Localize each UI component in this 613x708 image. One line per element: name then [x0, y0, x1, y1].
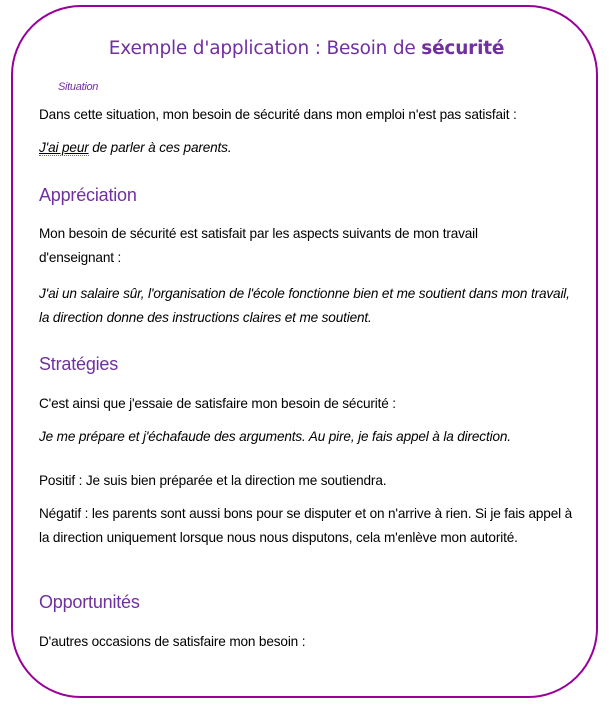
situation-example-underlined: J'ai peur	[39, 140, 89, 155]
opportunities-heading: Opportunités	[39, 592, 140, 612]
appreciation-heading: Appréciation	[39, 185, 137, 205]
situation-intro: Dans cette situation, mon besoin de sécurité dans mon emploi n'est pas satisfait :	[39, 107, 517, 122]
appreciation-intro: Mon besoin de sécurité est satisfait par les aspects suivants de mon travail d'enseignant :	[39, 226, 478, 265]
situation-example-rest: de parler à ces parents.	[88, 140, 232, 155]
situation-example	[39, 136, 579, 160]
opportunities-intro: D'autres occasions de satisfaire mon besoin :	[39, 634, 306, 649]
situation-label: Situation	[58, 81, 99, 93]
page-title	[0, 38, 613, 59]
appreciation-example: J'ai un salaire sûr, l'organisation de l'école fonctionne bien et me soutient dans mon travail, la direction donne des instructions claires et me soutient.	[39, 286, 570, 325]
title-bold-word: sécurité	[421, 38, 505, 59]
strategies-positive: Positif : Je suis bien préparée et la direction me soutiendra.	[39, 473, 387, 488]
title-prefix: Exemple d'application : Besoin de	[108, 38, 422, 59]
strategies-heading: Stratégies	[39, 354, 119, 374]
strategies-negative: Négatif : les parents sont aussi bons pour se disputer et on n'arrive à rien. Si je fais appel à la direction uniquement lorsque nous nous disputons, cela m'enlève mon autorité.	[39, 506, 573, 545]
strategies-example: Je me prépare et j'échafaude des arguments. Au pire, je fais appel à la direction.	[39, 429, 511, 444]
strategies-intro: C'est ainsi que j'essaie de satisfaire mon besoin de sécurité :	[39, 396, 396, 411]
